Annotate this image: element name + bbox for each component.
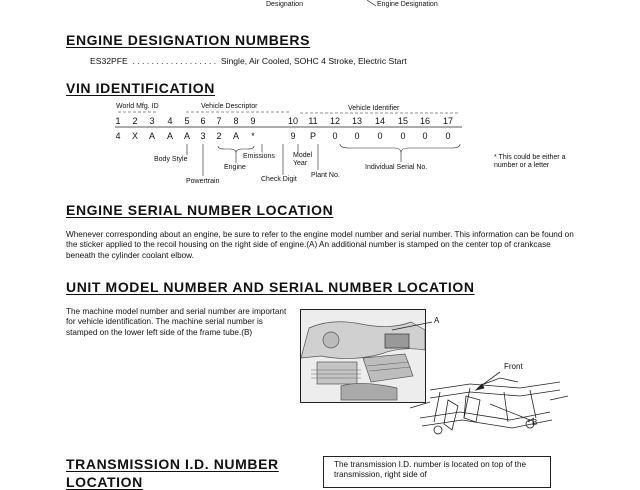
heading-transmission: TRANSMISSION I.D. NUMBER	[66, 456, 279, 472]
top-caption-engine-designation: Engine Designation	[377, 1, 438, 8]
vin-char-8: A	[232, 131, 239, 141]
heading-engine-designation: ENGINE DESIGNATION NUMBERS	[66, 32, 311, 48]
vin-char-16: 0	[422, 131, 428, 141]
vin-position-17: 17	[442, 116, 453, 126]
engine-serial-text: Whenever corresponding about an engine, be sure to refer to the engine model number and serial number. This information can be found on the sticker applied to the recoil housing on the right side of engine.(A) An additional number is stamped on the center top of crankcase beneath the cylinder coolant elbow.	[66, 230, 574, 260]
callout-serial: Individual Serial No.	[365, 164, 428, 171]
vin-position-15: 15	[397, 116, 408, 126]
figure-label-b: B	[532, 418, 538, 427]
callout-engine: Engine	[224, 164, 246, 171]
vin-position-13: 13	[351, 116, 362, 126]
callout-plant-no: Plant No.	[311, 172, 340, 179]
vin-position-7: 7	[216, 116, 222, 126]
transmission-note-box	[323, 456, 551, 488]
callout-check-digit: Check Digit	[261, 176, 297, 183]
vin-position-6: 6	[200, 116, 206, 126]
vin-group-descriptor: Vehicle Descriptor	[201, 103, 258, 110]
vin-char-6: 3	[200, 131, 206, 141]
figure-frame-drawing	[400, 360, 570, 450]
vin-char-12: 0	[332, 131, 338, 141]
vin-char-15: 0	[400, 131, 406, 141]
vin-group-world-mfg: World Mfg. ID	[116, 103, 159, 110]
vin-char-5: A	[183, 131, 190, 141]
vin-char-3: A	[148, 131, 155, 141]
callout-model-year: Model Year	[293, 152, 313, 167]
callout-powertrain: Powertrain	[186, 178, 220, 185]
vin-position-10: 10	[287, 116, 298, 126]
heading-unit-model: UNIT MODEL NUMBER AND SERIAL NUMBER LOCATION	[66, 279, 475, 295]
vin-note: * This could be either a number or a letter	[494, 154, 566, 169]
vin-char-10: 9	[290, 131, 296, 141]
vin-char-4: A	[166, 131, 173, 141]
vin-position-1: 1	[115, 116, 121, 126]
vin-position-8: 8	[233, 116, 239, 126]
vin-char-1: 4	[115, 131, 121, 141]
engine-designation-row: ES32PFE . . . . . . . . . . . . . . . . . . Single, Air Cooled, SOHC 4 Stroke, Electric Start	[90, 56, 407, 66]
callout-emissions: Emissions	[243, 153, 275, 160]
heading-vin-identification: VIN IDENTIFICATION	[66, 80, 215, 96]
top-caption-designation: Designation	[266, 1, 303, 8]
unit-model-text: The machine model number and serial number are important for vehicle identification. The machine serial number is stamped on the lower left side of the frame tube.(B)	[66, 307, 287, 337]
heading-engine-serial: ENGINE SERIAL NUMBER LOCATION	[66, 202, 334, 218]
vin-position-9: 9	[250, 116, 256, 126]
vin-char-11: P	[309, 131, 316, 141]
vin-char-7: 2	[216, 131, 222, 141]
figure-label-front: Front	[504, 362, 523, 371]
vin-char-9: *	[251, 131, 255, 141]
vin-position-2: 2	[132, 116, 138, 126]
vin-char-13: 0	[354, 131, 360, 141]
vin-group-identifier: Vehicle Identifier	[348, 105, 400, 112]
vin-position-4: 4	[167, 116, 173, 126]
callout-body-style: Body Style	[154, 156, 188, 163]
vin-char-14: 0	[377, 131, 383, 141]
vin-char-17: 0	[445, 131, 451, 141]
vin-position-11: 11	[308, 116, 318, 126]
figure-label-a: A	[434, 316, 440, 325]
vin-position-12: 12	[329, 116, 340, 126]
vin-position-14: 14	[374, 116, 385, 126]
vin-position-16: 16	[419, 116, 430, 126]
vin-position-3: 3	[149, 116, 155, 126]
vin-position-5: 5	[184, 116, 190, 126]
vin-char-2: X	[131, 131, 138, 141]
transmission-note-text: The transmission I.D. number is located on top of the transmission, right side of	[334, 460, 527, 479]
heading-transmission-line2: LOCATION	[66, 474, 143, 490]
